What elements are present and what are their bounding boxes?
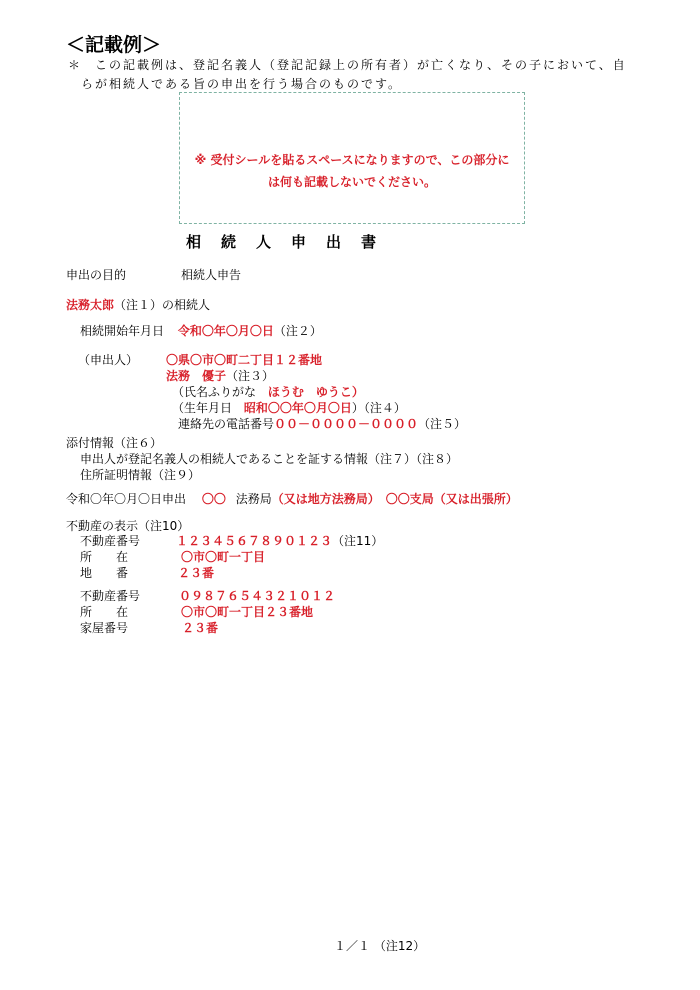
- land-number-line: [176, 533, 383, 549]
- building-number-label: 不動産番号: [80, 589, 141, 603]
- deceased-name: 法務太郎: [66, 298, 115, 312]
- applicant-phone-line: [178, 416, 466, 432]
- filing-branch: 〇〇支局: [385, 492, 434, 506]
- applicant-phone: ００－００００－００００: [274, 417, 419, 431]
- land-number-label: 不動産番号: [80, 534, 141, 548]
- applicant-name: 法務 優子: [166, 369, 227, 383]
- applicant-kana-line: [172, 384, 364, 400]
- applicant-dob-line: [172, 400, 406, 416]
- applicant-label: （申出人）: [78, 353, 139, 367]
- applicant-name-note: （注３）: [226, 369, 275, 383]
- inheritance-start-note: （注２）: [273, 324, 322, 338]
- dob-label: （生年月日: [172, 401, 233, 415]
- intro-line-1: この記載例は、登記名義人（登記記録上の所有者）が亡くなり、その子において、自: [95, 58, 627, 72]
- applicant-address: 〇県〇市〇町二丁目１２番地: [166, 353, 323, 367]
- inheritance-start-label: 相続開始年月日: [80, 324, 165, 338]
- filing-line: [66, 491, 518, 507]
- phone-note: （注５）: [418, 417, 467, 431]
- dob-note: ）（注４）: [351, 401, 406, 415]
- building-location-label: 所 在: [80, 605, 129, 619]
- inheritance-start-date: 令和〇年〇月〇日: [177, 324, 274, 338]
- land-lot: ２３番: [178, 566, 215, 580]
- filing-alt-2: （又は出張所）: [433, 492, 518, 506]
- intro-line-2: らが相続人である旨の申出を行う場合のものです。: [81, 77, 403, 91]
- building-house-number: ２３番: [182, 621, 219, 635]
- land-location-label: 所 在: [80, 550, 129, 564]
- example-header: ＜記載例＞: [66, 34, 162, 56]
- attachment-item-1: 申出人が登記名義人の相続人であることを証する情報（注７）（注８）: [80, 452, 459, 466]
- heir-of-line: [66, 297, 210, 313]
- heir-of-suffix: （注１）の相続人: [114, 298, 211, 312]
- page-number: １／１: [334, 939, 371, 953]
- filing-office-name: 〇〇: [201, 492, 226, 506]
- land-location: 〇市〇町一丁目: [181, 550, 266, 564]
- building-location: 〇市〇町一丁目２３番地: [181, 605, 314, 619]
- intro-bullet: ＊: [68, 58, 81, 72]
- purpose-label: 申出の目的: [66, 268, 127, 282]
- filing-bureau: 法務局: [235, 492, 272, 506]
- kana-label: （氏名ふりがな: [172, 385, 257, 399]
- filing-date: 令和〇年〇月〇日申出: [66, 492, 187, 506]
- property-label: 不動産の表示（注10）: [66, 519, 190, 533]
- building-house-label: 家屋番号: [80, 621, 129, 635]
- applicant-kana: ほうむ ゆうこ）: [267, 385, 364, 399]
- page-footer: [334, 938, 425, 954]
- land-lot-label: 地 番: [80, 566, 129, 580]
- attachment-item-2: 住所証明情報（注９）: [80, 468, 201, 482]
- land-number: １２３４５６７８９０１２３: [176, 534, 333, 548]
- building-number: ０９８７６５４３２１０１２: [179, 589, 336, 603]
- stamp-area-note-line-2: は何も記載しないでください。: [267, 175, 436, 189]
- document-title: 相続人申出書: [186, 233, 397, 251]
- stamp-area-note-line-1: ※ 受付シールを貼るスペースになりますので、この部分に: [194, 153, 510, 167]
- land-number-note: （注11）: [332, 534, 384, 548]
- purpose-value: 相続人申告: [181, 268, 242, 282]
- page-footer-note: （注12）: [373, 939, 426, 953]
- applicant-dob: 昭和〇〇年〇月〇日: [243, 401, 352, 415]
- applicant-name-line: [166, 368, 274, 384]
- receipt-sticker-area: [179, 92, 525, 224]
- inheritance-start-line: [80, 323, 322, 339]
- attachments-label: 添付情報（注６）: [66, 436, 163, 450]
- phone-label: 連絡先の電話番号: [178, 417, 275, 431]
- filing-alt-1: （又は地方法務局）: [271, 492, 380, 506]
